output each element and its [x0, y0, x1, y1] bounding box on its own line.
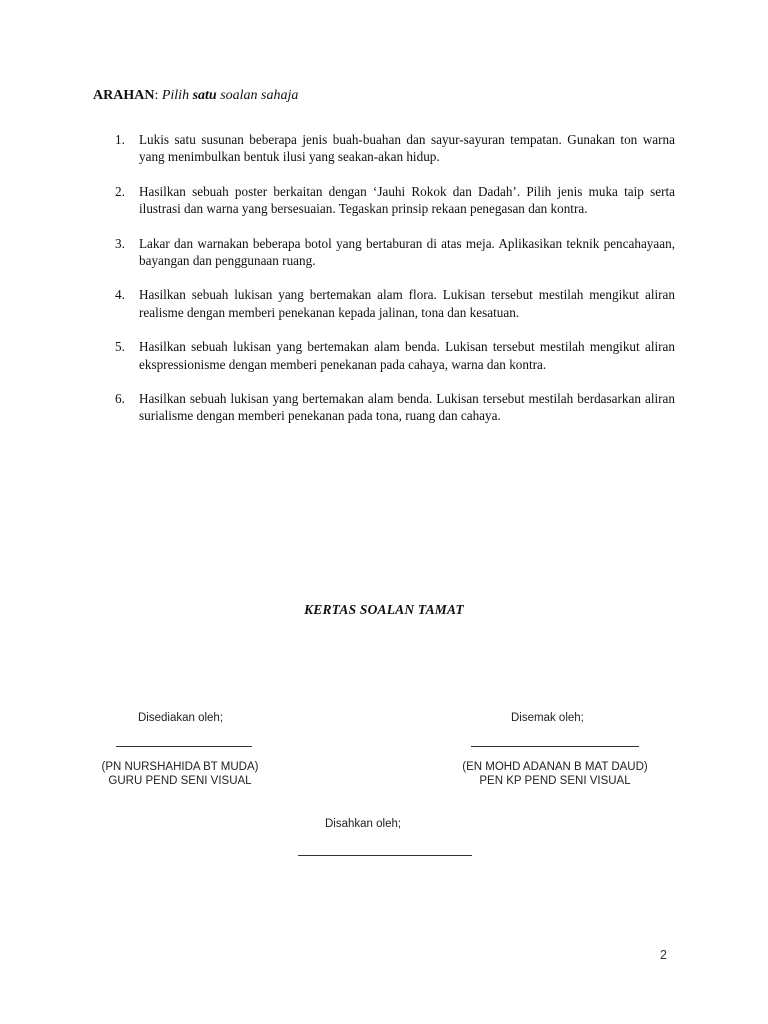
question-text: Hasilkan sebuah poster berkaitan dengan ‘Jauhi Rokok dan Dadah’. Pilih jenis muka taip serta ilustrasi dan warna yang bersesuaian. Tegaskan prinsip rekaan penegasan dan kontra. [139, 183, 675, 217]
question-text: Hasilkan sebuah lukisan yang bertemakan alam benda. Lukisan tersebut mestilah berdasarkan aliran surialisme dengan memberi penekanan pada tona, ruang dan cahaya. [139, 391, 675, 424]
instruction-post: soalan sahaja [216, 88, 299, 103]
instruction-lead: ARAHAN [93, 88, 155, 103]
signature-title: PEN KP PEND SENI VISUAL [479, 775, 631, 787]
question-number: 6. [115, 391, 125, 407]
instruction-separator: : [154, 88, 159, 103]
signature-label: Disahkan oleh; [325, 818, 402, 830]
question-number: 1. [115, 132, 125, 147]
signature-line [471, 746, 639, 747]
signature-line [116, 746, 252, 747]
question-text: Hasilkan sebuah lukisan yang bertemakan alam flora. Lukisan tersebut mestilah mengikut aliran realisme dengan memberi penekanan kepada jalinan, tona dan kesatuan. [139, 287, 675, 320]
instruction-text [158, 88, 298, 103]
instruction-line [93, 86, 298, 106]
signature-name: (PN NURSHAHIDA BT MUDA) [101, 761, 259, 773]
question-item-2 [113, 183, 675, 218]
question-number: 3. [115, 235, 125, 251]
signature-title: GURU PEND SENI VISUAL [108, 775, 252, 787]
question-text: Lakar dan warnakan beberapa botol yang bertaburan di atas meja. Aplikasikan teknik pencahayaan, bayangan dan penggunaan ruang. [139, 235, 675, 269]
instruction-emphasis: satu [192, 88, 217, 103]
question-list [113, 131, 675, 442]
question-text: Lukis satu susunan beberapa jenis buah-buahan dan sayur-sayuran tempatan. Gunakan ton warna yang menimbulkan bentuk ilusi yang seakan-akan hidup. [139, 132, 675, 165]
instruction-pre: Pilih [158, 88, 193, 103]
signature-name: (EN MOHD ADANAN B MAT DAUD) [462, 761, 648, 773]
question-item-5 [113, 338, 675, 373]
question-number: 5. [115, 339, 125, 355]
page-number: 2 [660, 948, 667, 962]
signature-label: Disediakan oleh; [138, 712, 224, 724]
signature-label: Disemak oleh; [511, 712, 584, 724]
question-item-1 [113, 131, 675, 166]
question-item-6 [113, 390, 675, 425]
signature-line [298, 855, 472, 856]
question-item-4 [113, 286, 675, 321]
question-text: Hasilkan sebuah lukisan yang bertemakan alam benda. Lukisan tersebut mestilah mengikut aliran ekspressionisme dengan memberi penekanan pada cahaya, warna dan kontra. [139, 339, 675, 372]
question-number: 4. [115, 287, 125, 303]
end-of-paper-title: KERTAS SOALAN TAMAT [304, 602, 464, 617]
question-item-3 [113, 235, 675, 270]
question-number: 2. [115, 183, 125, 199]
